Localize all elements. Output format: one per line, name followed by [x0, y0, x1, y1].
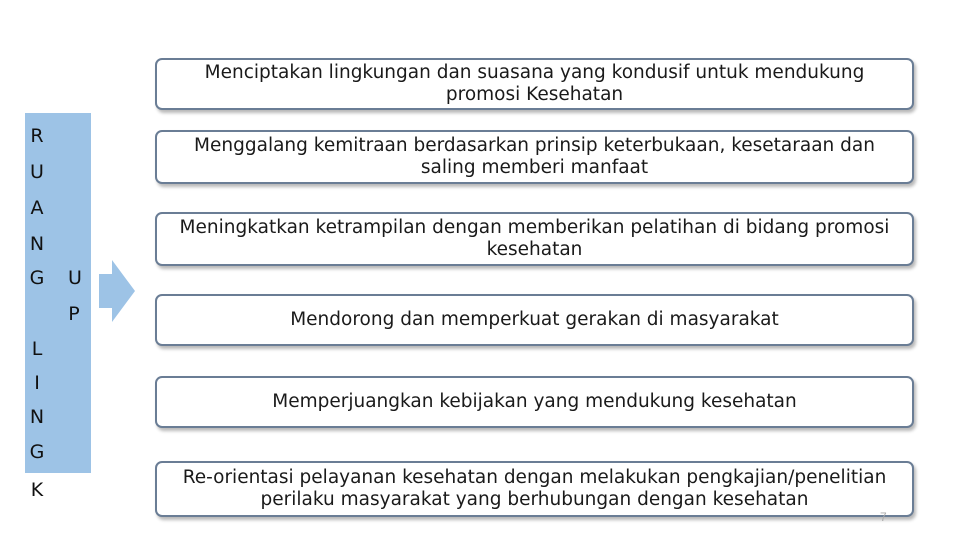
strategy-text: Meningkatkan ketrampilan dengan memberikan pelatihan di bidang promosi kesehatan	[179, 217, 890, 260]
sidebar-letter: I	[34, 372, 40, 394]
sidebar-letter: R	[30, 125, 44, 147]
strategy-box-6	[155, 461, 914, 517]
sidebar-letter: G	[29, 441, 45, 463]
sidebar-letter: U	[30, 161, 44, 183]
strategy-text: Memperjuangkan kebijakan yang mendukung kesehatan	[272, 391, 797, 412]
sidebar-letter: P	[68, 303, 80, 325]
strategy-text: Mendorong dan memperkuat gerakan di masyarakat	[290, 309, 779, 330]
right-arrow-icon	[99, 260, 135, 322]
strategy-text: Menggalang kemitraan berdasarkan prinsip keterbukaan, kesetaraan dan saling memberi manfaat	[194, 135, 875, 178]
strategy-text: Re-orientasi pelayanan kesehatan dengan melakukan pengkajian/penelitian perilaku masyarakat yang berhubungan dengan kesehatan	[182, 467, 887, 510]
strategy-box-2	[155, 130, 914, 184]
strategy-text: Menciptakan lingkungan dan suasana yang kondusif untuk mendukung promosi Kesehatan	[204, 62, 865, 105]
strategy-box-5	[155, 376, 914, 428]
strategy-box-3	[155, 212, 914, 266]
sidebar-letter: G	[29, 267, 45, 289]
sidebar-letter: U	[68, 267, 82, 289]
sidebar-letter: K	[30, 479, 44, 501]
sidebar-letter: A	[30, 197, 44, 219]
sidebar-letter: N	[29, 233, 45, 255]
strategy-box-1	[155, 58, 914, 110]
sidebar-letter: L	[31, 338, 43, 360]
page-number: 7	[880, 510, 887, 524]
strategy-box-4	[155, 294, 914, 346]
sidebar-letter: N	[29, 406, 45, 428]
